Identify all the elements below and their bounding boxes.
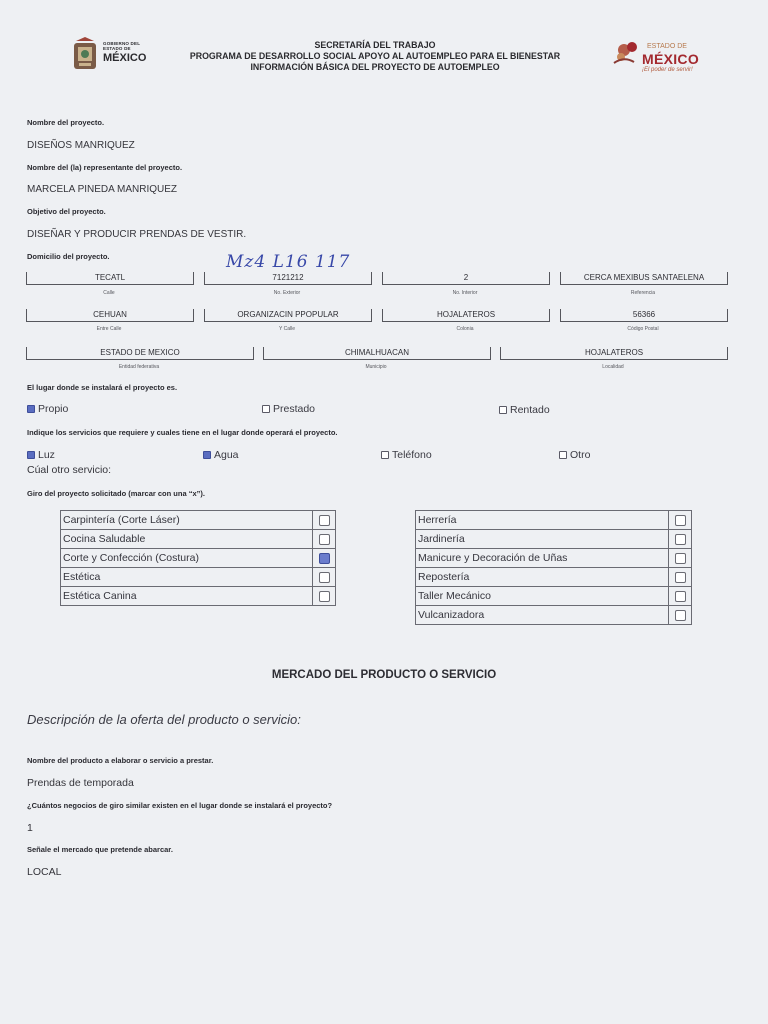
- representante-value: MARCELA PINEDA MANRIQUEZ: [27, 184, 178, 195]
- title-line-3: INFORMACIÓN BÁSICA DEL PROYECTO DE AUTOEMPLEO: [250, 62, 500, 72]
- checkbox-prestado[interactable]: [262, 405, 270, 413]
- option-agua-label: Agua: [214, 449, 239, 461]
- giro-option-label: Repostería: [416, 568, 669, 587]
- table-row: [416, 606, 692, 625]
- address-caption-colonia: Colonia: [456, 326, 474, 332]
- option-telefono-label: Teléfono: [392, 449, 432, 461]
- giro-table-left: [60, 510, 336, 606]
- checkbox-propio[interactable]: [27, 405, 35, 413]
- address-caption-municipio: Municipio: [365, 364, 387, 370]
- nombre-label: Nombre del proyecto.: [27, 118, 105, 127]
- table-row: [61, 587, 336, 606]
- logo-slogan: ¡El poder de servir!: [642, 67, 693, 73]
- checkbox-jardineria[interactable]: [675, 534, 686, 545]
- table-row: [61, 549, 336, 568]
- checkbox-cocina-saludable[interactable]: [319, 534, 330, 545]
- option-prestado-label: Prestado: [273, 403, 316, 415]
- logo-line2: ESTADO DE: [103, 45, 131, 51]
- giro-checkbox-cell[interactable]: [669, 606, 692, 625]
- nombre-value: DISEÑOS MANRIQUEZ: [27, 140, 135, 151]
- giro-checkbox-cell[interactable]: [313, 511, 336, 530]
- giro-checkbox-cell[interactable]: [313, 530, 336, 549]
- option-rentado-label: Rentado: [510, 404, 550, 416]
- address-field-entidad: ESTADO DE MEXICO: [26, 347, 254, 360]
- checkbox-telefono[interactable]: [381, 451, 389, 459]
- producto-label: Nombre del producto a elaborar o servicio a prestar.: [27, 756, 214, 765]
- address-caption-calle: Calle: [103, 290, 115, 296]
- option-otro[interactable]: [559, 449, 590, 461]
- address-caption-localidad: Localidad: [602, 364, 624, 370]
- representante-label: Nombre del (la) representante del proyecto.: [27, 163, 183, 172]
- table-row: [416, 587, 692, 606]
- giro-checkbox-cell[interactable]: [313, 587, 336, 606]
- giro-option-label: Vulcanizadora: [416, 606, 669, 625]
- address-caption-y-calle: Y Calle: [278, 326, 296, 332]
- state-seal-icon: [70, 37, 100, 73]
- giro-checkbox-cell[interactable]: [669, 568, 692, 587]
- giro-option-label: Manicure y Decoración de Uñas: [416, 549, 669, 568]
- option-otro-label: Otro: [570, 449, 591, 461]
- lugar-label: El lugar donde se instalará el proyecto es.: [27, 383, 178, 392]
- negocios-label: ¿Cuántos negocios de giro similar existen en el lugar donde se instalará el proyecto?: [27, 801, 333, 810]
- checkbox-vulcanizadora[interactable]: [675, 610, 686, 621]
- servicios-label: Indique los servicios que requiere y cuales tiene en el lugar donde operará el proyecto.: [27, 428, 338, 437]
- mercado-section-title: MERCADO DEL PRODUCTO O SERVICIO: [271, 669, 497, 681]
- giro-option-label: Cocina Saludable: [61, 530, 313, 549]
- checkbox-rentado[interactable]: [499, 406, 507, 414]
- address-field-referencia: CERCA MEXIBUS SANTAELENA: [560, 272, 728, 285]
- address-field-calle: TECATL: [26, 272, 194, 285]
- address-field-colonia: HOJALATEROS: [382, 309, 550, 322]
- logo-mexico-text: MÉXICO: [642, 51, 700, 67]
- option-luz[interactable]: [27, 449, 55, 461]
- checkbox-corte-confeccion[interactable]: [319, 553, 330, 564]
- gobierno-estado-mexico-logo: [70, 37, 150, 77]
- table-row: [416, 511, 692, 530]
- address-field-codigo-postal: 56366: [560, 309, 728, 322]
- table-row: [416, 568, 692, 587]
- address-caption-entre-calle: Entre Calle: [96, 326, 122, 332]
- giro-option-label: Estética: [61, 568, 313, 587]
- logo-line3: MÉXICO: [103, 52, 147, 64]
- option-propio-label: Propio: [38, 403, 69, 415]
- address-field-no-interior: 2: [382, 272, 550, 285]
- checkbox-herreria[interactable]: [675, 515, 686, 526]
- giro-checkbox-cell[interactable]: [313, 549, 336, 568]
- negocios-value: 1: [27, 822, 33, 834]
- option-telefono[interactable]: [381, 449, 432, 461]
- table-row: [61, 530, 336, 549]
- giro-option-label: Estética Canina: [61, 587, 313, 606]
- giro-label: Giro del proyecto solicitado (marcar con una “x”).: [27, 489, 205, 498]
- page-title: [170, 40, 580, 73]
- giro-option-label: Herrería: [416, 511, 669, 530]
- address-field-entre-calle: CEHUAN: [26, 309, 194, 322]
- giro-checkbox-cell[interactable]: [313, 568, 336, 587]
- mercado-label: Señale el mercado que pretende abarcar.: [27, 845, 173, 854]
- mercado-value: LOCAL: [27, 866, 62, 878]
- address-caption-referencia: Referencia: [630, 290, 656, 296]
- title-line-1: SECRETARÍA DEL TRABAJO: [314, 40, 436, 50]
- checkbox-agua[interactable]: [203, 451, 211, 459]
- table-row: [416, 549, 692, 568]
- objetivo-label: Objetivo del proyecto.: [27, 207, 106, 216]
- checkbox-taller-mecanico[interactable]: [675, 591, 686, 602]
- giro-checkbox-cell[interactable]: [669, 587, 692, 606]
- giro-option-label: Taller Mecánico: [416, 587, 669, 606]
- checkbox-estetica-canina[interactable]: [319, 591, 330, 602]
- checkbox-luz[interactable]: [27, 451, 35, 459]
- estado-de-mexico-logo: [612, 38, 712, 78]
- table-row: [416, 530, 692, 549]
- handwritten-address-note: Mz4 L16 117: [226, 252, 351, 272]
- giro-table-right: [415, 510, 692, 625]
- producto-value: Prendas de temporada: [27, 777, 134, 789]
- title-line-2: PROGRAMA DE DESARROLLO SOCIAL APOYO AL AUTOEMPLEO PARA EL BIENESTAR: [189, 51, 561, 61]
- giro-checkbox-cell[interactable]: [669, 530, 692, 549]
- option-agua[interactable]: [203, 449, 239, 461]
- checkbox-otro[interactable]: [559, 451, 567, 459]
- table-row: [61, 568, 336, 587]
- logo-line1: GOBIERNO DEL: [103, 41, 141, 46]
- domicilio-label: Domicilio del proyecto.: [27, 252, 110, 261]
- option-luz-label: Luz: [38, 449, 55, 461]
- option-propio[interactable]: [27, 403, 68, 415]
- address-field-localidad: HOJALATEROS: [500, 347, 728, 360]
- logo-estado-text: ESTADO DE: [647, 43, 687, 50]
- address-field-no-exterior: 7121212: [204, 272, 372, 285]
- address-field-y-calle: ORGANIZACIN PPOPULAR: [204, 309, 372, 322]
- objetivo-value: DISEÑAR Y PRODUCIR PRENDAS DE VESTIR.: [27, 229, 247, 240]
- giro-option-label: Jardinería: [416, 530, 669, 549]
- option-rentado[interactable]: [499, 404, 550, 416]
- checkbox-manicure[interactable]: [675, 553, 686, 564]
- address-field-municipio: CHIMALHUACAN: [263, 347, 491, 360]
- address-caption-entidad: Entidad federativa: [118, 364, 160, 370]
- giro-option-label: Carpintería (Corte Láser): [61, 511, 313, 530]
- option-prestado[interactable]: [262, 403, 315, 415]
- table-row: [61, 511, 336, 530]
- descripcion-oferta-title: Descripción de la oferta del producto o servicio:: [27, 712, 301, 727]
- giro-checkbox-cell[interactable]: [669, 549, 692, 568]
- address-caption-no-interior: No. Interior: [452, 290, 478, 296]
- checkbox-reposteria[interactable]: [675, 572, 686, 583]
- address-caption-no-exterior: No. Exterior: [273, 290, 301, 296]
- otro-servicio-label: Cúal otro servicio:: [27, 464, 112, 476]
- giro-option-label: Corte y Confección (Costura): [61, 549, 313, 568]
- flower-emblem-icon: [612, 38, 644, 66]
- giro-checkbox-cell[interactable]: [669, 511, 692, 530]
- checkbox-estetica[interactable]: [319, 572, 330, 583]
- address-caption-codigo-postal: Código Postal: [627, 326, 659, 332]
- checkbox-carpinteria[interactable]: [319, 515, 330, 526]
